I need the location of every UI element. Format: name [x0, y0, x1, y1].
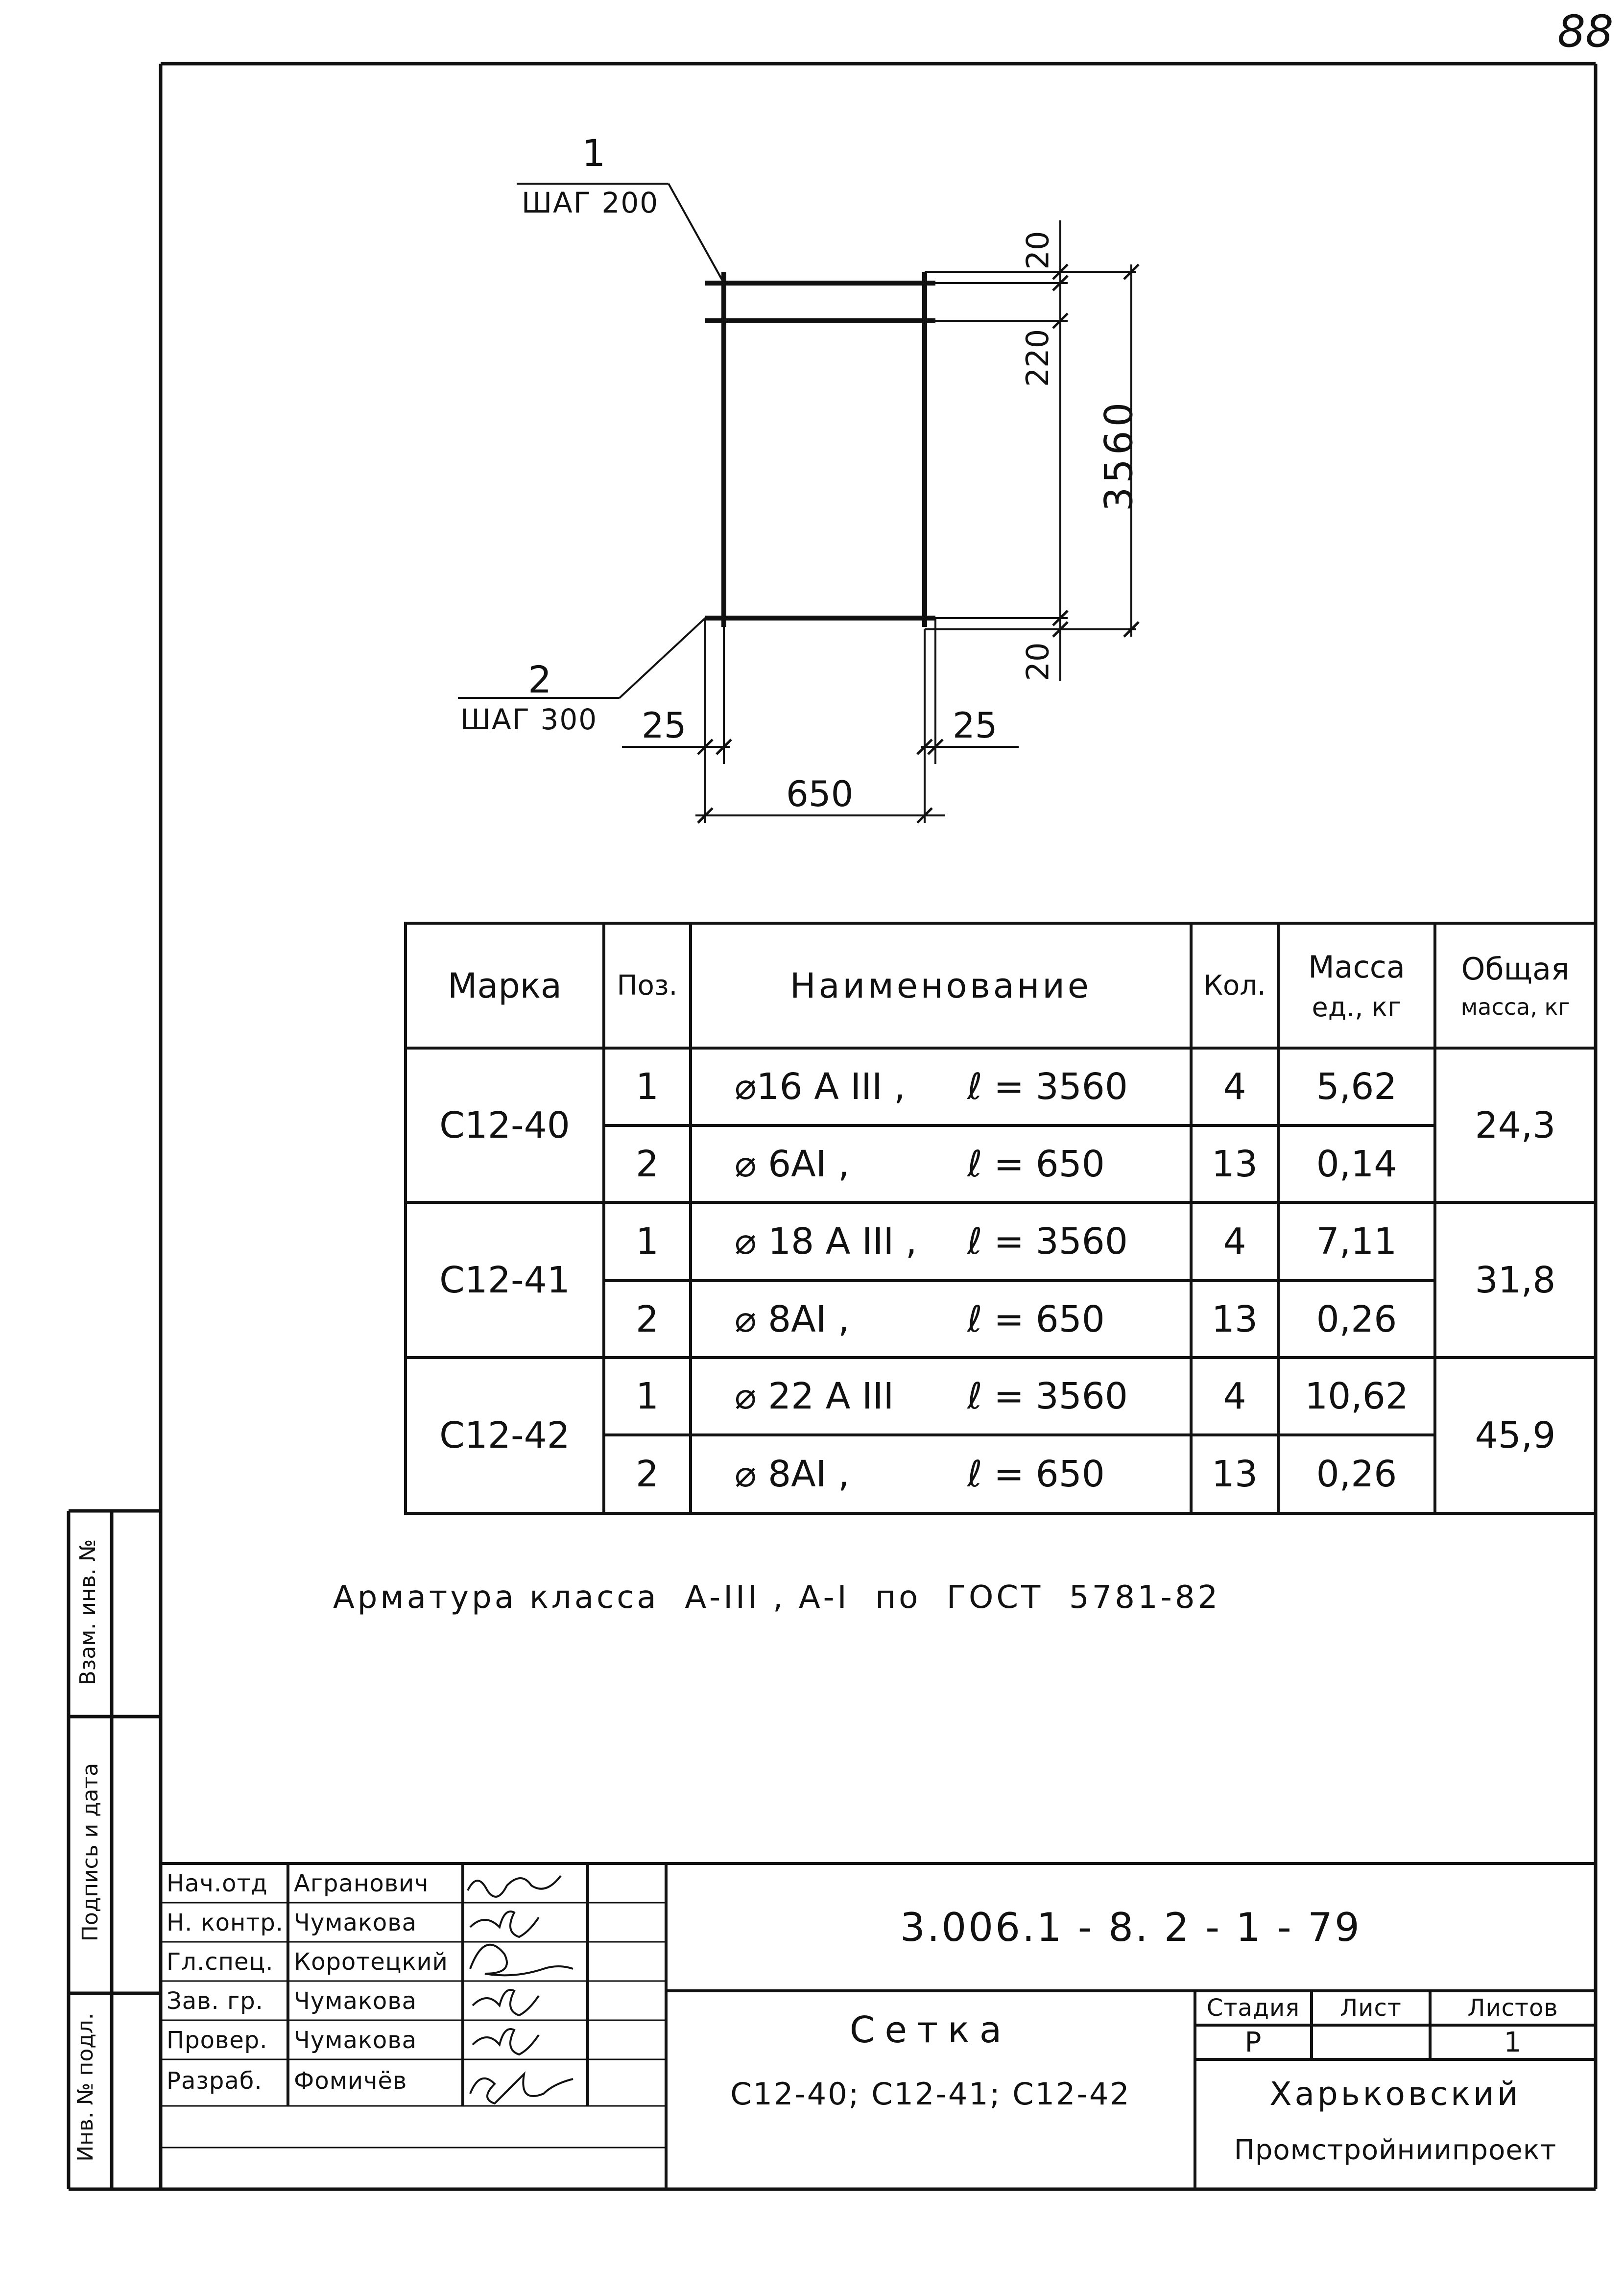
side-stamp-original-inv: Инв. № подл. — [73, 2013, 98, 2162]
unit-mass-cell: 0,26 — [1316, 1298, 1397, 1340]
header-qty: Кол. — [1203, 970, 1266, 1002]
role-label: Н. контр. — [167, 1909, 284, 1936]
role-label: Нач.отд — [167, 1870, 268, 1897]
drawing-subtitle: С12-40; С12-41; С12-42 — [730, 2076, 1131, 2112]
person-name: Чумакова — [294, 2027, 417, 2054]
dim-right-offset: 25 — [953, 705, 998, 746]
unit-mass-cell: 5,62 — [1316, 1066, 1397, 1108]
document-code: 3.006.1 - 8. 2 - 1 - 79 — [900, 1904, 1361, 1950]
total-mass-cell: 45,9 — [1475, 1414, 1556, 1457]
stage-value: Р — [1244, 2026, 1262, 2058]
diameter-cell: ⌀ 6АI , — [735, 1143, 850, 1185]
pos-cell: 1 — [635, 1375, 659, 1417]
sheet-value — [1312, 2025, 1430, 2059]
diameter-cell: ⌀ 8АI , — [735, 1453, 850, 1495]
signature-chumakova-1 — [470, 1911, 539, 1937]
sheets-value: 1 — [1504, 2026, 1522, 2058]
header-mass-unit-line1: Масса — [1308, 949, 1405, 985]
drawing-title: Сетка — [849, 2009, 1012, 2051]
role-label: Разраб. — [167, 2067, 263, 2095]
length-cell: ℓ = 3560 — [967, 1220, 1128, 1263]
signature-agranovich — [468, 1876, 561, 1897]
qty-cell: 4 — [1223, 1220, 1246, 1263]
length-cell: ℓ = 650 — [967, 1143, 1105, 1185]
diameter-cell: ⌀ 18 А III , — [735, 1220, 917, 1263]
mark-cell: С12-41 — [439, 1259, 570, 1301]
unit-mass-cell: 0,26 — [1316, 1453, 1397, 1495]
callout-1-step: ШАГ 200 — [522, 186, 659, 219]
pos-cell: 1 — [635, 1220, 659, 1263]
qty-cell: 13 — [1211, 1453, 1258, 1495]
unit-mass-cell: 10,62 — [1305, 1375, 1409, 1417]
dim-left-offset: 25 — [642, 705, 687, 746]
length-cell: ℓ = 650 — [967, 1453, 1105, 1495]
mark-cell: С12-40 — [439, 1104, 570, 1146]
header-mass-total-line2: масса, кг — [1460, 994, 1570, 1020]
qty-cell: 4 — [1223, 1375, 1246, 1417]
qty-cell: 13 — [1211, 1143, 1258, 1185]
diameter-cell: ⌀16 А III , — [735, 1066, 906, 1108]
role-label: Гл.спец. — [167, 1948, 274, 1976]
dim-bar-gap: 220 — [1020, 329, 1056, 387]
signature-chumakova-3 — [473, 2029, 539, 2054]
role-label: Провер. — [167, 2027, 268, 2054]
unit-mass-cell: 7,11 — [1316, 1220, 1397, 1263]
sheets-header: Листов — [1467, 1994, 1558, 2022]
reinforcement-note: Арматура класса А-III , А-I по ГОСТ 5781-82 — [333, 1579, 1221, 1616]
signatures — [468, 1876, 573, 2103]
side-stamp-signature-date: Подпись и дата — [78, 1763, 103, 1942]
person-name: Коротецкий — [294, 1948, 448, 1976]
total-mass-cell: 31,8 — [1475, 1259, 1556, 1301]
length-cell: ℓ = 3560 — [967, 1375, 1128, 1417]
pos-cell: 2 — [635, 1453, 659, 1495]
dim-top-offset: 20 — [1020, 231, 1056, 270]
signature-fomichev — [470, 2074, 573, 2103]
length-cell: ℓ = 3560 — [967, 1066, 1128, 1108]
signature-chumakova-2 — [473, 1990, 539, 2015]
pos-cell: 2 — [635, 1143, 659, 1185]
organization-line1: Харьковский — [1269, 2075, 1521, 2113]
qty-cell: 4 — [1223, 1066, 1246, 1108]
callout-1-position: 1 — [582, 131, 606, 175]
diameter-cell: ⌀ 22 А III — [735, 1375, 894, 1417]
person-name: Фомичёв — [294, 2067, 407, 2095]
stage-header: Стадия — [1206, 1994, 1300, 2022]
unit-mass-cell: 0,14 — [1316, 1143, 1397, 1185]
pos-cell: 2 — [635, 1298, 659, 1340]
person-name: Агранович — [294, 1870, 429, 1897]
pos-cell: 1 — [635, 1066, 659, 1108]
callout-2-step: ШАГ 300 — [460, 703, 598, 736]
length-cell: ℓ = 650 — [967, 1298, 1105, 1340]
callout-2-position: 2 — [528, 658, 552, 701]
person-name: Чумакова — [294, 1987, 417, 2015]
total-mass-cell: 24,3 — [1475, 1104, 1556, 1146]
page-number: 88 — [1557, 6, 1614, 57]
header-mass-total-line1: Общая — [1461, 951, 1570, 987]
side-stamp-replacement-inv: Взам. инв. № — [75, 1539, 100, 1686]
person-name: Чумакова — [294, 1909, 417, 1936]
dim-height: 3560 — [1097, 398, 1142, 512]
dim-bottom-offset: 20 — [1020, 642, 1056, 681]
header-pos: Поз. — [617, 970, 678, 1002]
role-label: Зав. гр. — [167, 1987, 263, 2015]
header-name: Наименование — [790, 965, 1092, 1006]
dim-width: 650 — [786, 773, 854, 814]
diameter-cell: ⌀ 8АI , — [735, 1298, 850, 1340]
signature-korotetsky — [470, 1945, 573, 1976]
header-mark: Марка — [448, 965, 562, 1006]
qty-cell: 13 — [1211, 1298, 1258, 1340]
sheet-header: Лист — [1340, 1994, 1402, 2022]
header-mass-unit-line2: ед., кг — [1312, 991, 1402, 1023]
organization-line2: Промстройниипроект — [1234, 2134, 1557, 2166]
mark-cell: С12-42 — [439, 1414, 570, 1457]
